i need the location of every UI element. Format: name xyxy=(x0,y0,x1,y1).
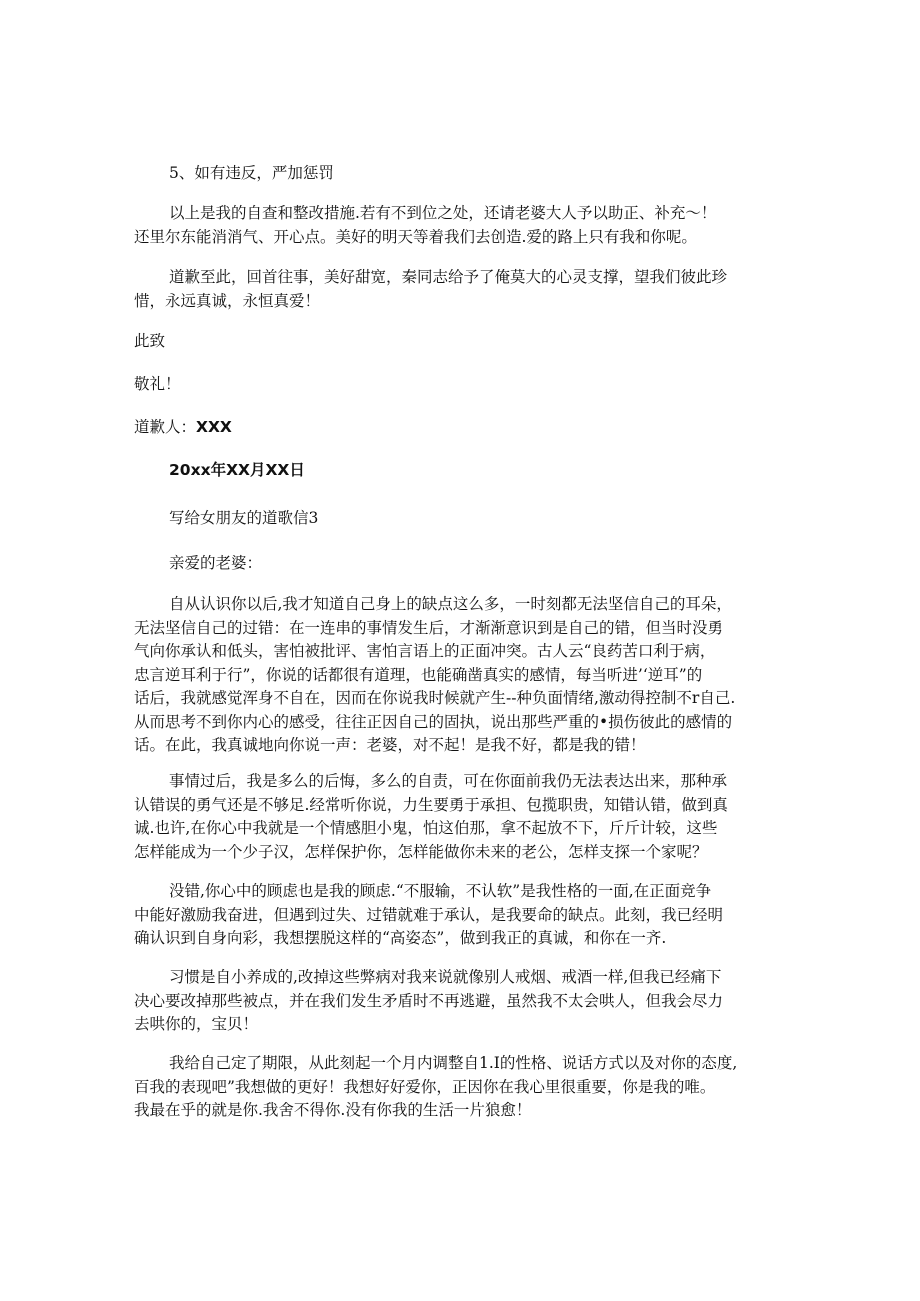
letter3-title: 写给女朋友的道歌信3 xyxy=(169,509,319,527)
paragraph-5 xyxy=(134,1052,794,1123)
paragraph-line: 惜，永远真诚，永恒真爱！ xyxy=(134,291,321,310)
paragraph-3 xyxy=(134,880,794,951)
paragraph-line: 我给自己定了期限，从此刻起一个月内调整自1.I的性格、说话方式以及对你的态度, xyxy=(169,1054,738,1072)
paragraph-line: 自从认识你以后,我才知道自己身上的缺点这么多，一时刻都无法坚信自己的耳朵， xyxy=(169,595,732,613)
paragraph-line: 百我的表现吧”我想做的更好！我想好好爱你，正因你在我心里很重要，你是我的唯。 xyxy=(134,1077,716,1096)
paragraph-line: 去哄你的，宝贝！ xyxy=(134,1015,259,1033)
paragraph-line: 无法坚信自己的过错：在一连串的事情发生后，才渐渐意识到是自己的错，但当时没勇 xyxy=(134,618,724,637)
paragraph-2 xyxy=(134,770,794,864)
paragraph-line: 我最在乎的就是你.我舍不得你.没有你我的生活一片狼愈！ xyxy=(134,1101,532,1119)
paragraph-line: 怎样能成为一个少子汉，怎样保护你，怎样能做你未来的老公，怎样支探一个家呢？ xyxy=(134,842,708,861)
paragraph-line: 没错,你心中的顾虑也是我的顾虑.“不服输，不认软”是我性格的一面,在正面竞争 xyxy=(169,882,712,900)
paragraph-line: 习惯是自小养成的,改掉这些弊病对我来说就像别人戒烟、戒酒一样,但我已经痛下 xyxy=(169,968,722,986)
paragraph-apology-end xyxy=(134,266,794,313)
item-5-text: 5、如有违反，严加惩罚 xyxy=(169,164,334,182)
paragraph-summary xyxy=(134,202,794,249)
paragraph-line: 认错误的勇气还是不够足.经常听你说，力生要勇于承担、包揽职贵，知错认错，做到真 xyxy=(134,795,728,814)
paragraph-line: 道歉至此，回首往事，美好甜宽，秦同志给予了俺莫大的心灵支撑，望我们彼此珍 xyxy=(169,268,728,286)
salutation: 亲爱的老婆： xyxy=(169,554,263,572)
paragraph-line: 气向你承认和低头，害怕被批评、害怕言语上的正面冲突。古人云“良药苦口利于病， xyxy=(134,642,716,660)
item-5 xyxy=(134,162,829,186)
paragraph-line: 以上是我的自查和整改措施.若有不到位之处，还请老婆大人予以助正、补充～！ xyxy=(169,204,717,222)
paragraph-line: 中能好激励我奋进，但遇到过失、过错就难于承认，是我要命的缺点。此刻，我已经明 xyxy=(134,905,724,924)
paragraph-line: 确认识到自身向彩，我想摆脱这样的“高姿态”，做到我正的真诚，和你在一齐. xyxy=(134,929,667,947)
paragraph-line: 话后，我就感觉浑身不自在，因而在你说我时候就产生--种负面情绪,激动得控制不r自己. xyxy=(134,689,736,707)
paragraph-line: 话。在此，我真诚地向你说一声：老婆，对不起！是我不好，都是我的错！ xyxy=(134,736,646,754)
closing-ci: 此致 xyxy=(134,332,166,350)
paragraph-line: 诚.也许,在你心中我就是一个情感胆小鬼，怕这伯那，拿不起放不下，斤斤计较，这些 xyxy=(134,819,718,837)
letter-date: 20xx年XX月XX日 xyxy=(169,461,305,479)
paragraph-line: 忠言逆耳利于行”，你说的话都很有道理，也能确凿真实的感情，每当听进’‘逆耳”的 xyxy=(134,665,703,684)
signature xyxy=(134,416,794,440)
paragraph-4 xyxy=(134,966,794,1037)
signature-name: XXX xyxy=(196,418,232,436)
paragraph-line: 从而思考不到你内心的感受，往往正因自己的固执，说出那些严重的•损伤彼此的感情的 xyxy=(134,712,733,731)
closing-li: 敬礼！ xyxy=(134,375,181,393)
paragraph-line: 还里尔东能消消气、开心点。美好的明天等着我们去创造.爱的路上只有我和你呢。 xyxy=(134,227,697,246)
paragraph-1 xyxy=(134,593,794,758)
signature-label: 道歉人： xyxy=(134,418,197,436)
paragraph-line: 事情过后，我是多么的后悔，多么的自责，可在你面前我仍无法表达出来，那种承 xyxy=(169,772,728,790)
paragraph-line: 决心要改掉那些被点，并在我们发生矛盾时不再逃避，虽然我不太会哄人，但我会尽力 xyxy=(134,991,724,1010)
